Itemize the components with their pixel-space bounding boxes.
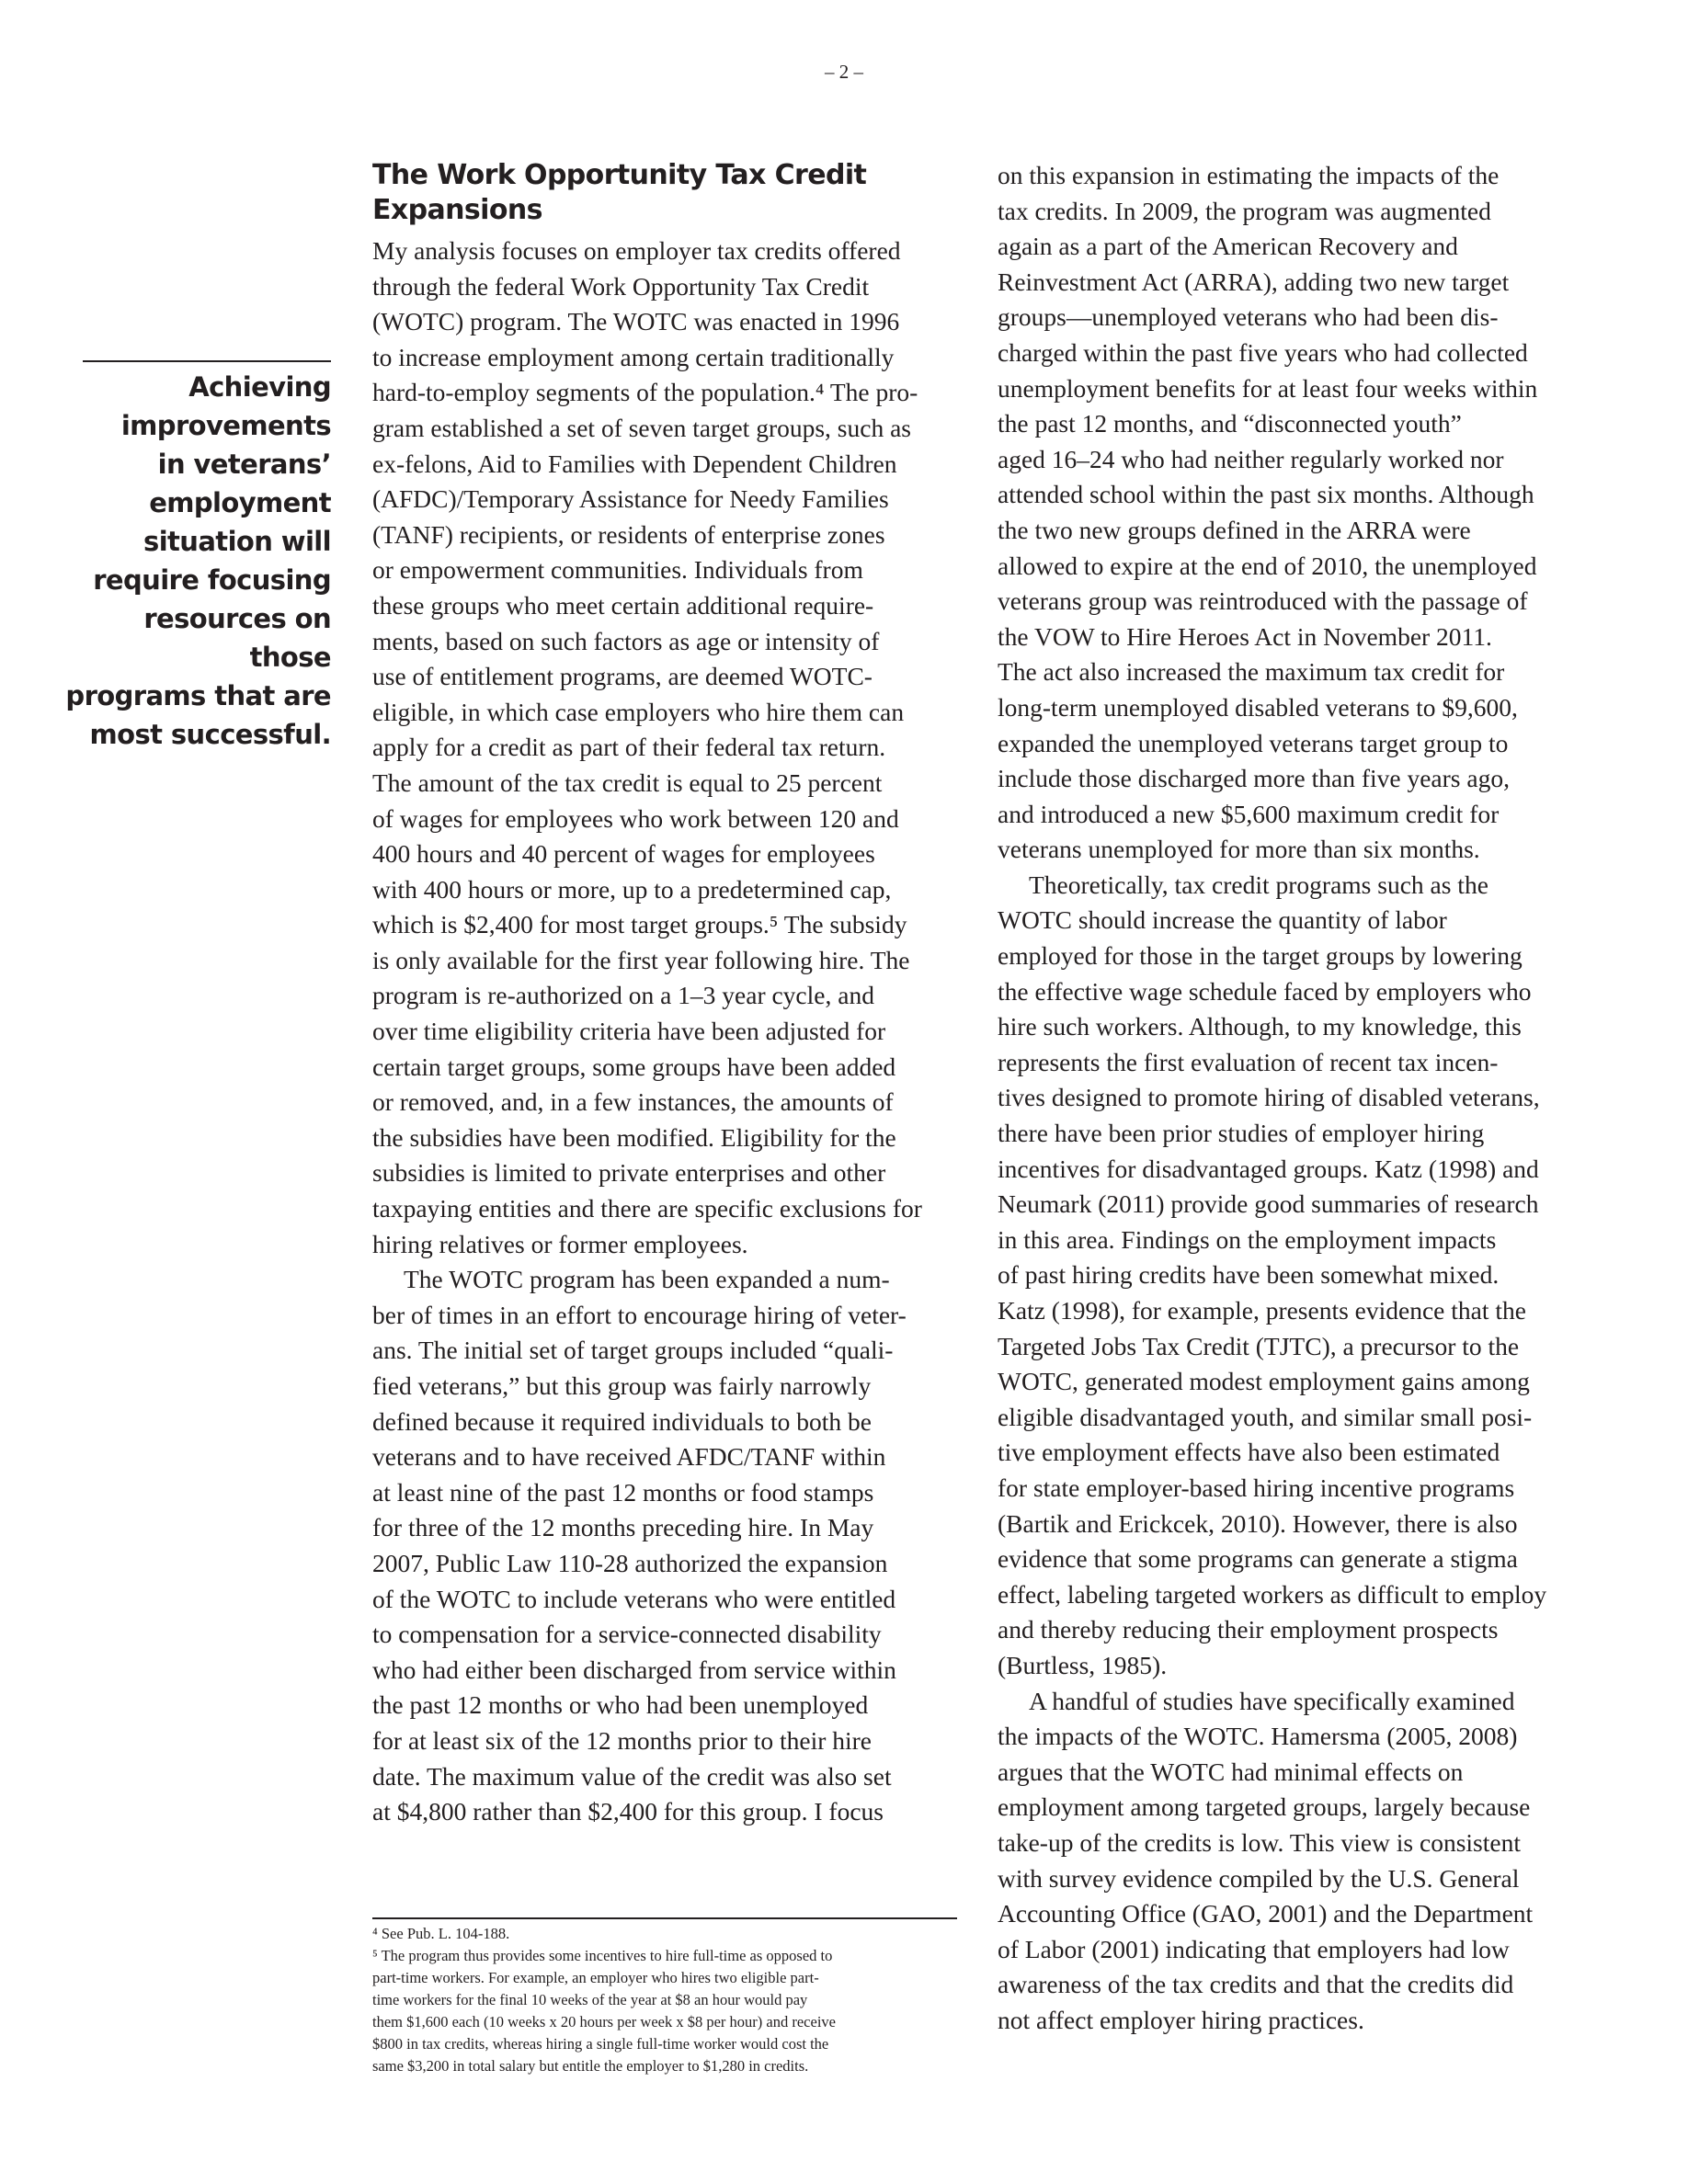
paragraph-line: subsidies is limited to private enterprises and other [372,1158,886,1188]
footnote-line: same $3,200 in total salary but entitle the employer to $1,280 in credits. [372,2057,809,2075]
paragraph-line: the two new groups defined in the ARRA were [998,515,1471,544]
paragraph-line: gram established a set of seven target groups, such as [372,413,911,442]
paragraph-line: program is re-authorized on a 1–3 year cycle, and [372,981,874,1010]
paragraph-line: the past 12 months, and “disconnected youth” [998,409,1462,438]
pullquote [55,368,331,754]
paragraph-line: long-term unemployed disabled veterans to $9,600, [998,692,1518,722]
paragraph-line: tives designed to promote hiring of disabled veterans, [998,1083,1540,1112]
footnote-line: $800 in tax credits, whereas hiring a single full-time worker would cost the [372,2035,829,2053]
paragraph-line: include those discharged more than five years ago, [998,764,1510,793]
paragraph-line: represents the first evaluation of recent tax incen- [998,1047,1499,1076]
paragraph-line: (WOTC) program. The WOTC was enacted in 1996 [372,307,900,336]
paragraph-line: take-up of the credits is low. This view is consistent [998,1827,1522,1857]
footnotes [372,1923,961,2077]
paragraph-line: charged within the past five years who had collected [998,337,1528,367]
paragraph-line: of past hiring credits have been somewhat mixed. [998,1260,1500,1290]
section-heading-line: Expansions [372,194,542,226]
paragraph-line: through the federal Work Opportunity Tax Credit [372,271,870,301]
paragraph-line: at $4,800 rather than $2,400 for this group. I focus [372,1797,884,1826]
paragraph-line: ex-felons, Aid to Families with Dependent Children [372,449,897,478]
paragraph-line: 400 hours and 40 percent of wages for employees [372,839,875,869]
paragraph-line: the impacts of the WOTC. Hamersma (2005, 2008) [998,1722,1518,1751]
paragraph-line: to compensation for a service-connected disability [372,1620,882,1649]
paragraph-line: Reinvestment Act (ARRA), adding two new target [998,267,1510,296]
paragraph-line: defined because it required individuals to both be [372,1406,872,1436]
pullquote-line: most successful. [89,719,331,750]
paragraph-line: attended school within the past six months. Although [998,480,1534,509]
footnote-line: ⁴ See Pub. L. 104-188. [372,1925,510,1942]
paragraph-line: (Burtless, 1985). [998,1650,1168,1679]
paragraph-line: Katz (1998), for example, presents evidence that the [998,1296,1526,1325]
paragraph-line: over time eligibility criteria have been adjusted for [372,1017,886,1046]
paragraph-line: Theoretically, tax credit programs such as the [1029,870,1488,899]
paragraph-line: the subsidies have been modified. Eligibility for the [372,1122,896,1152]
left-column [372,233,961,1830]
paragraph-line: to increase employment among certain traditionally [372,342,895,371]
footnote-line: time workers for the final 10 weeks of the year at $8 an hour would pay [372,1991,808,2008]
paragraph-line: expanded the unemployed veterans target group to [998,728,1509,757]
paragraph-line: of wages for employees who work between 120 and [372,803,899,833]
paragraph-line: for at least six of the 12 months prior to their hire [372,1725,873,1755]
paragraph-line: The WOTC program has been expanded a num- [404,1265,890,1294]
page-number: – 2 – [825,61,863,83]
paragraph-line: date. The maximum value of the credit was also set [372,1761,892,1791]
paragraph-line: in this area. Findings on the employment impacts [998,1224,1497,1254]
footnote-line: ⁵ The program thus provides some incentives to hire full-time as opposed to [372,1947,833,1964]
paragraph-line: these groups who meet certain additional require- [372,590,874,620]
paragraph-line: Targeted Jobs Tax Credit (TJTC), a precursor to the [998,1331,1520,1360]
paragraph-line: The act also increased the maximum tax credit for [998,657,1505,687]
paragraph-line: argues that the WOTC had minimal effects on [998,1757,1464,1786]
paragraph-line: fied veterans,” but this group was fairly narrowly [372,1371,872,1400]
section-heading-line: The Work Opportunity Tax Credit [372,159,867,191]
paragraph-line: tive employment effects have also been estimated [998,1438,1500,1467]
paragraph-line: the effective wage schedule faced by employers who [998,976,1532,1006]
paragraph-line: (TANF) recipients, or residents of enterprise zones [372,519,885,549]
paragraph-line: use of entitlement programs, are deemed WOTC- [372,662,873,691]
paragraph-line: tax credits. In 2009, the program was augmented [998,196,1491,225]
pullquote-line: employment [149,487,331,518]
paragraph-line: not affect employer hiring practices. [998,2005,1364,2034]
pullquote-line: improvements [120,410,331,441]
paragraph-line: the VOW to Hire Heroes Act in November 2011. [998,621,1492,651]
paragraph-line: which is $2,400 for most target groups.⁵ The subsidy [372,910,907,939]
paragraph-line: who had either been discharged from service within [372,1655,896,1684]
paragraph-line: again as a part of the American Recovery and [998,232,1458,261]
paragraph-line: certain target groups, some groups have been added [372,1052,896,1081]
paragraph-line: evidence that some programs can generate a stigma [998,1544,1518,1574]
right-column [998,158,1604,2038]
pullquote-line: Achieving [188,371,331,403]
pullquote-line: situation will [143,526,331,557]
paragraph-line: effect, labeling targeted workers as difficult to employ [998,1579,1547,1609]
paragraph-line: or removed, and, in a few instances, the amounts of [372,1087,894,1117]
pullquote-line: resources on those [143,603,331,673]
paragraph-line: (AFDC)/Temporary Assistance for Needy Families [372,484,889,514]
paragraph-line: hard-to-employ segments of the population.⁴ The pro- [372,378,918,407]
paragraph-line: employment among targeted groups, largely because [998,1792,1531,1822]
paragraph-line: the past 12 months or who had been unemployed [372,1690,869,1720]
paragraph-line: veterans unemployed for more than six months. [998,835,1480,864]
paragraph-line: for state employer-based hiring incentive programs [998,1473,1515,1502]
paragraph-line: of the WOTC to include veterans who were entitled [372,1584,896,1613]
paragraph-line: WOTC, generated modest employment gains among [998,1367,1530,1396]
paragraph-line: WOTC should increase the quantity of labor [998,905,1447,935]
paragraph-line: The amount of the tax credit is equal to 25 percent [372,768,883,797]
footnote-line: part-time workers. For example, an employer who hires two eligible part- [372,1969,819,1986]
paragraph-line: eligible, in which case employers who hire them can [372,697,905,726]
paragraph-line: for three of the 12 months preceding hire. In May [372,1513,874,1542]
paragraph-line: apply for a credit as part of their federal tax return. [372,733,886,762]
pullquote-line: in veterans’ [157,449,331,480]
paragraph-line: ber of times in an effort to encourage hiring of veter- [372,1300,907,1329]
pullquote-line: programs that are [65,680,331,711]
paragraph-line: at least nine of the past 12 months or food stamps [372,1477,874,1507]
paragraph-line: with 400 hours or more, up to a predetermined cap, [372,874,892,904]
paragraph-line: hire such workers. Although, to my knowledge, this [998,1012,1522,1041]
paragraph-line: of Labor (2001) indicating that employers had low [998,1934,1510,1963]
paragraph-line: is only available for the first year following hire. The [372,945,910,974]
paragraph-line: employed for those in the target groups by lowering [998,941,1523,971]
paragraph-line: awareness of the tax credits and that the credits did [998,1970,1514,1999]
pullquote-rule [83,360,331,362]
paragraph-line: with survey evidence compiled by the U.S. General [998,1863,1520,1893]
paragraph-line: ans. The initial set of target groups included “quali- [372,1336,894,1365]
paragraph-line: Accounting Office (GAO, 2001) and the Department [998,1899,1534,1928]
paragraph-line: (Bartik and Erickcek, 2010). However, there is also [998,1508,1518,1538]
paragraph-line: ments, based on such factors as age or intensity of [372,626,880,655]
paragraph-line: A handful of studies have specifically examined [1029,1686,1515,1715]
footnote-line: them $1,600 each (10 weeks x 20 hours per week x $8 per hour) and receive [372,2013,836,2030]
paragraph-line: taxpaying entities and there are specific exclusions for [372,1194,922,1223]
paragraph-line: groups—unemployed veterans who had been dis- [998,302,1499,332]
paragraph-line: hiring relatives or former employees. [372,1229,748,1258]
paragraph-line: Neumark (2011) provide good summaries of research [998,1189,1539,1219]
section-heading [372,158,961,228]
paragraph-line: aged 16–24 who had neither regularly worked nor [998,444,1504,473]
pullquote-line: require focusing [93,564,331,596]
paragraph-line: veterans and to have received AFDC/TANF within [372,1442,886,1472]
paragraph-line: and thereby reducing their employment prospects [998,1615,1499,1644]
paragraph-line: My analysis focuses on employer tax credits offered [372,236,901,265]
paragraph-line: veterans group was reintroduced with the passage of [998,586,1528,616]
paragraph-line: unemployment benefits for at least four weeks within [998,373,1538,403]
paragraph-line: incentives for disadvantaged groups. Katz (1998) and [998,1154,1539,1183]
paragraph-line: on this expansion in estimating the impacts of the [998,161,1500,189]
paragraph-line: allowed to expire at the end of 2010, the unemployed [998,551,1537,580]
paragraph-line: there have been prior studies of employer hiring [998,1119,1485,1148]
paragraph-line: 2007, Public Law 110-28 authorized the expansion [372,1548,888,1577]
paragraph-line: eligible disadvantaged youth, and similar small posi- [998,1402,1533,1431]
paragraph-line: and introduced a new $5,600 maximum credit for [998,799,1500,828]
paragraph-line: or empowerment communities. Individuals from [372,555,863,585]
footnote-rule [372,1917,957,1919]
